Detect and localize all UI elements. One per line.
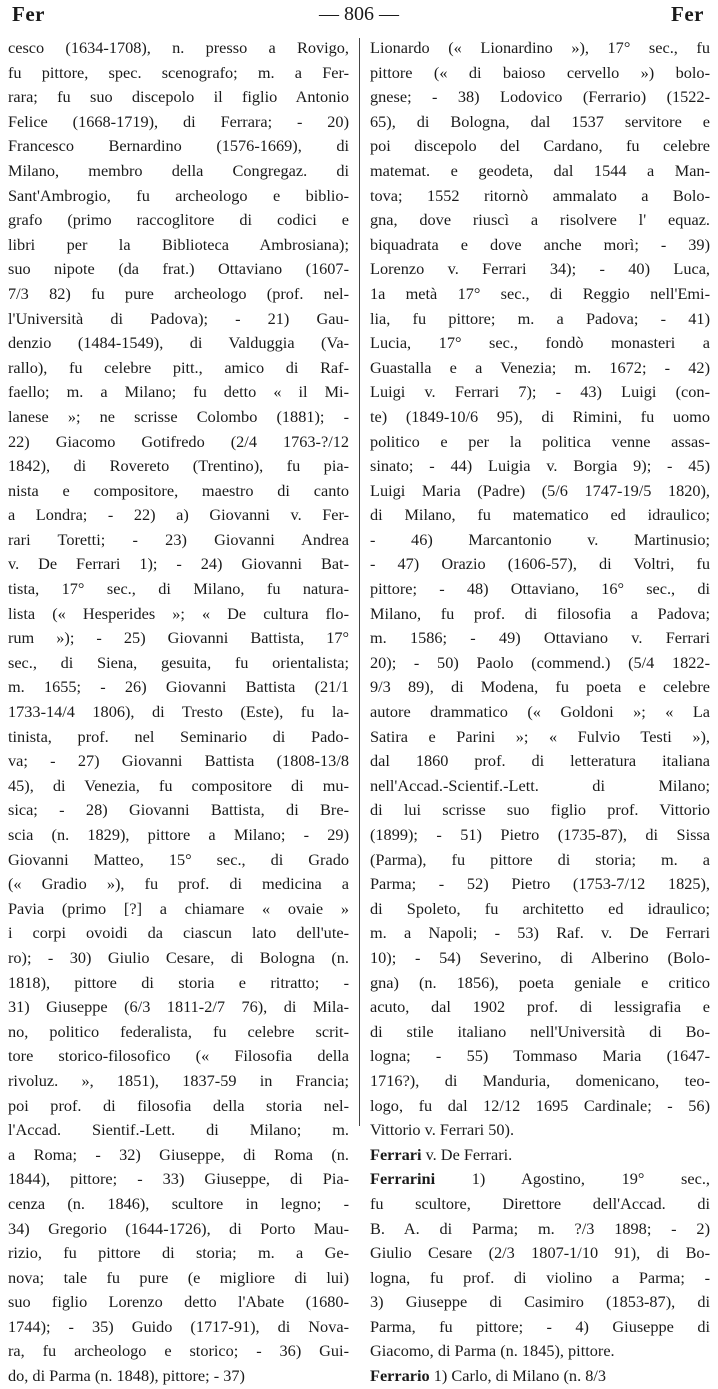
text-line: no, politico federalista, fu celebre scrit- bbox=[8, 1021, 349, 1041]
text-line: rum »); - 25) Giovanni Battista, 17° bbox=[8, 628, 349, 648]
text-line: Luigi v. Ferrari 7); - 43) Luigi (con- bbox=[370, 382, 710, 402]
text-line: logna, fu prof. di violino a Parma; - bbox=[370, 1267, 710, 1287]
text-line: nova; tale fu pure (e migliore di lui) bbox=[8, 1267, 349, 1287]
text-line: di lui scrisse suo figlio prof. Vittorio bbox=[370, 800, 710, 820]
text-line: Vittorio v. Ferrari 50). bbox=[370, 1120, 515, 1140]
text-line: 22) Giacomo Gotifredo (2/4 1763-?/12 bbox=[8, 431, 349, 451]
page-number: — 806 — bbox=[319, 3, 399, 25]
text-line: m. 1655; - 26) Giovanni Battista (21/1 bbox=[8, 677, 349, 697]
text-line: sica; - 28) Giovanni Battista, di Bre- bbox=[8, 800, 349, 820]
text-line: rara; fu suo discepolo il figlio Antonio bbox=[8, 87, 349, 107]
entry-headword: Ferrari bbox=[370, 1144, 422, 1164]
text-line: 7/3 82) fu pure archeologo (prof. nel- bbox=[8, 283, 349, 303]
text-line: 1716?), di Manduria, domenicano, teo- bbox=[370, 1070, 710, 1090]
text-line: va; - 27) Giovanni Battista (1808-13/8 bbox=[8, 751, 349, 771]
text-line: autore drammatico (« Goldoni »; « La bbox=[370, 702, 710, 722]
text-line: (1899); - 51) Pietro (1735-87), di Sissa bbox=[370, 825, 710, 844]
text-line: faello; m. a Milano; fu detto « il Mi- bbox=[8, 382, 349, 402]
text-line: lanese »; ne scrisse Colombo (1881); - bbox=[8, 406, 349, 426]
text-line: rivoluz. », 1851), 1837-59 in Francia; bbox=[8, 1070, 349, 1090]
text-line: poi prof. di filosofia della storia nel- bbox=[8, 1095, 349, 1115]
text-line: B. A. di Parma; m. ?/3 1898; - 2) bbox=[370, 1218, 710, 1238]
text-line: matemat. e geodeta, dal 1544 a Man- bbox=[370, 160, 710, 180]
text-line: Giovanni Matteo, 15° sec., di Grado bbox=[8, 849, 349, 869]
text-line: Francesco Bernardino (1576-1669), di bbox=[8, 136, 349, 156]
text-line: tinista, prof. nel Seminario di Pado- bbox=[8, 726, 349, 746]
text-line: (Parma), fu pittore di storia; m. a bbox=[370, 849, 710, 869]
text-line: acuto, dal 1902 prof. di lessigrafia e bbox=[370, 997, 710, 1017]
text-line: Ferrari v. De Ferrari. bbox=[370, 1144, 513, 1164]
text-line: l'Università di Padova); - 21) Gau- bbox=[8, 308, 349, 328]
right-column bbox=[370, 36, 710, 1389]
text-line: sinato; - 44) Luigia v. Borgia 9); - 45) bbox=[370, 456, 710, 476]
text-line: politico e per la politica venne assas- bbox=[370, 431, 710, 451]
text-line: biquadrata e dove anche morì; - 39) bbox=[370, 234, 710, 254]
text-line: Parma; - 52) Pietro (1753-7/12 1825), bbox=[370, 874, 710, 894]
text-line: cesco (1634-1708), n. presso a Rovigo, bbox=[8, 38, 349, 57]
text-line: Luigi Maria (Padre) (5/6 1747-19/5 1820), bbox=[370, 480, 710, 500]
text-line: - 47) Orazio (1606-57), di Voltri, fu bbox=[370, 554, 710, 574]
entry-headword: Ferrario bbox=[370, 1366, 430, 1386]
text-line: suo figlio Lorenzo detto l'Abate (1680- bbox=[8, 1292, 349, 1312]
text-line: rari Toretti; - 23) Giovanni Andrea bbox=[8, 529, 349, 549]
text-line: 65), di Bologna, dal 1537 servitore e bbox=[370, 111, 710, 131]
text-line: gnese; - 38) Lodovico (Ferrario) (1522- bbox=[370, 87, 710, 107]
text-line: Ferrario 1) Carlo, di Milano (n. 8/3 bbox=[370, 1366, 607, 1386]
text-line: nell'Accad.-Scientif.-Lett. di Milano; bbox=[370, 775, 710, 795]
text-line: Milano, fu prof. di filosofia a Padova; bbox=[370, 603, 710, 623]
text-line: ra, fu archeologo e storico; - 36) Gui- bbox=[8, 1341, 349, 1361]
text-line: Pavia (primo [?] a chiamare « ovaie » bbox=[8, 898, 349, 918]
text-line: tista, 17° sec., di Milano, fu natura- bbox=[8, 579, 349, 599]
text-line: a Londra; - 22) a) Giovanni v. Fer- bbox=[8, 505, 349, 525]
text-line: nista e compositore, maestro di canto bbox=[8, 480, 349, 500]
text-line: lista (« Hesperides »; « De cultura flo- bbox=[8, 603, 349, 623]
text-line: Sant'Ambrogio, fu archeologo e biblio- bbox=[8, 185, 349, 205]
text-line: v. De Ferrari 1); - 24) Giovanni Bat- bbox=[8, 554, 349, 574]
text-line: 1844), pittore; - 33) Giuseppe, di Pia- bbox=[8, 1169, 349, 1189]
text-line: di stile italiano nell'Università di Bo- bbox=[370, 1021, 710, 1041]
text-line: rallo), fu celebre pitt., amico di Raf- bbox=[8, 357, 349, 377]
text-line: logna; - 55) Tommaso Maria (1647- bbox=[370, 1046, 710, 1066]
text-line: 9/3 89), di Modena, fu poeta e celebre bbox=[370, 677, 710, 697]
text-line: suo nipote (da frat.) Ottaviano (1607- bbox=[8, 259, 349, 279]
text-line: - 46) Marcantonio v. Martinusio; bbox=[370, 529, 710, 549]
header-left-keyword: Fer bbox=[12, 2, 45, 26]
text-line: Parma, fu pittore; - 4) Giuseppe di bbox=[370, 1316, 710, 1336]
text-line: pittore; - 48) Ottaviano, 16° sec., di bbox=[370, 579, 710, 599]
left-column bbox=[8, 36, 349, 1389]
text-line: di Milano, fu matematico ed idraulico; bbox=[370, 505, 710, 525]
text-line: 10); - 54) Severino, di Alberino (Bolo- bbox=[370, 947, 710, 967]
text-line: te) (1849-10/6 95), di Rimini, fu uomo bbox=[370, 406, 710, 426]
text-line: 1a metà 17° sec., di Reggio nell'Emi- bbox=[370, 283, 710, 303]
text-line: Ferrarini 1) Agostino, 19° sec., bbox=[370, 1169, 710, 1189]
text-line: Felice (1668-1719), di Ferrara; - 20) bbox=[8, 111, 349, 131]
text-line: 1818), pittore di storia e ritratto; - bbox=[8, 972, 349, 992]
text-line: 1744); - 35) Guido (1717-91), di Nova- bbox=[8, 1316, 349, 1336]
text-line: di Spoleto, fu architetto ed idraulico; bbox=[370, 898, 710, 918]
text-line: 20); - 50) Paolo (commend.) (5/4 1822- bbox=[370, 652, 710, 672]
running-header bbox=[0, 0, 718, 40]
text-line: i corpi ovoidi da ciascun lato dell'ute- bbox=[8, 923, 349, 943]
text-line: logo, fu dal 12/12 1695 Cardinale; - 56) bbox=[370, 1095, 710, 1115]
text-line: poi discepolo del Cardano, fu celebre bbox=[370, 136, 710, 156]
text-line: fu scultore, Direttore dell'Accad. di bbox=[370, 1193, 710, 1213]
column-divider bbox=[359, 38, 360, 1126]
text-line: sec., di Siena, gesuita, fu orientalista; bbox=[8, 652, 349, 672]
text-line: do, di Parma (n. 1848), pittore; - 37) bbox=[8, 1366, 245, 1386]
text-line: 1842), di Rovereto (Trentino), fu pia- bbox=[8, 456, 349, 476]
text-line: tova; 1552 ritornò ammalato a Bolo- bbox=[370, 185, 710, 205]
text-line: Lionardo (« Lionardino »), 17° sec., fu bbox=[370, 38, 710, 57]
text-line: Milano, membro della Congregaz. di bbox=[8, 160, 349, 180]
text-line: m. a Napoli; - 53) Raf. v. De Ferrari bbox=[370, 923, 710, 943]
header-right-keyword: Fer bbox=[671, 2, 704, 26]
text-line: l'Accad. Sientif.-Lett. di Milano; m. bbox=[8, 1120, 349, 1140]
text-line: 31) Giuseppe (6/3 1811-2/7 76), di Mila- bbox=[8, 997, 349, 1017]
text-line: 34) Gregorio (1644-1726), di Porto Mau- bbox=[8, 1218, 349, 1238]
text-line: gna) (n. 1856), poeta geniale e critico bbox=[370, 972, 710, 992]
text-line: a Roma; - 32) Giuseppe, di Roma (n. bbox=[8, 1144, 349, 1164]
text-line: Lucia, 17° sec., fondò monasteri a bbox=[370, 333, 710, 353]
text-line: Lorenzo v. Ferrari 34); - 40) Luca, bbox=[370, 259, 710, 279]
text-line: 45), di Venezia, fu compositore di mu- bbox=[8, 775, 349, 795]
text-line: scia (n. 1829), pittore a Milano; - 29) bbox=[8, 825, 349, 844]
text-line: Giulio Cesare (2/3 1807-1/10 91), di Bo- bbox=[370, 1243, 710, 1263]
text-line: cenza (n. 1846), scultore in legno; - bbox=[8, 1193, 349, 1213]
entry-headword: Ferrarini bbox=[370, 1169, 436, 1189]
text-line: grafo (primo raccoglitore di codici e bbox=[8, 210, 349, 230]
text-line: Giacomo, di Parma (n. 1845), pittore. bbox=[370, 1341, 615, 1361]
text-line: m. 1586; - 49) Ottaviano v. Ferrari bbox=[370, 628, 710, 648]
text-line: fu pittore, spec. scenografo; m. a Fer- bbox=[8, 62, 349, 82]
text-line: denzio (1484-1549), di Valduggia (Va- bbox=[8, 333, 349, 353]
text-line: tore storico-filosofico (« Filosofia della bbox=[8, 1046, 349, 1066]
text-line: Satira e Parini »; « Fulvio Testi »), bbox=[370, 726, 710, 746]
text-line: libri per la Biblioteca Ambrosiana); bbox=[8, 234, 349, 254]
text-line: 1733-14/4 1806), di Tresto (Este), fu la- bbox=[8, 702, 349, 722]
text-line: Guastalla e a Venezia; m. 1672; - 42) bbox=[370, 357, 710, 377]
text-line: dal 1860 prof. di letteratura italiana bbox=[370, 751, 710, 771]
text-line: pittore (« di baioso cervello ») bolo- bbox=[370, 62, 710, 82]
text-line: (« Gradio »), fu prof. di medicina a bbox=[8, 874, 349, 894]
text-line: ro); - 30) Giulio Cesare, di Bologna (n. bbox=[8, 947, 349, 967]
text-line: rizio, fu pittore di storia; m. a Ge- bbox=[8, 1243, 349, 1263]
text-line: 3) Giuseppe di Casimiro (1853-87), di bbox=[370, 1292, 710, 1312]
text-line: gna, dove riuscì a risolvere l' equaz. bbox=[370, 210, 710, 230]
text-line: lia, fu pittore; m. a Padova; - 41) bbox=[370, 308, 710, 328]
